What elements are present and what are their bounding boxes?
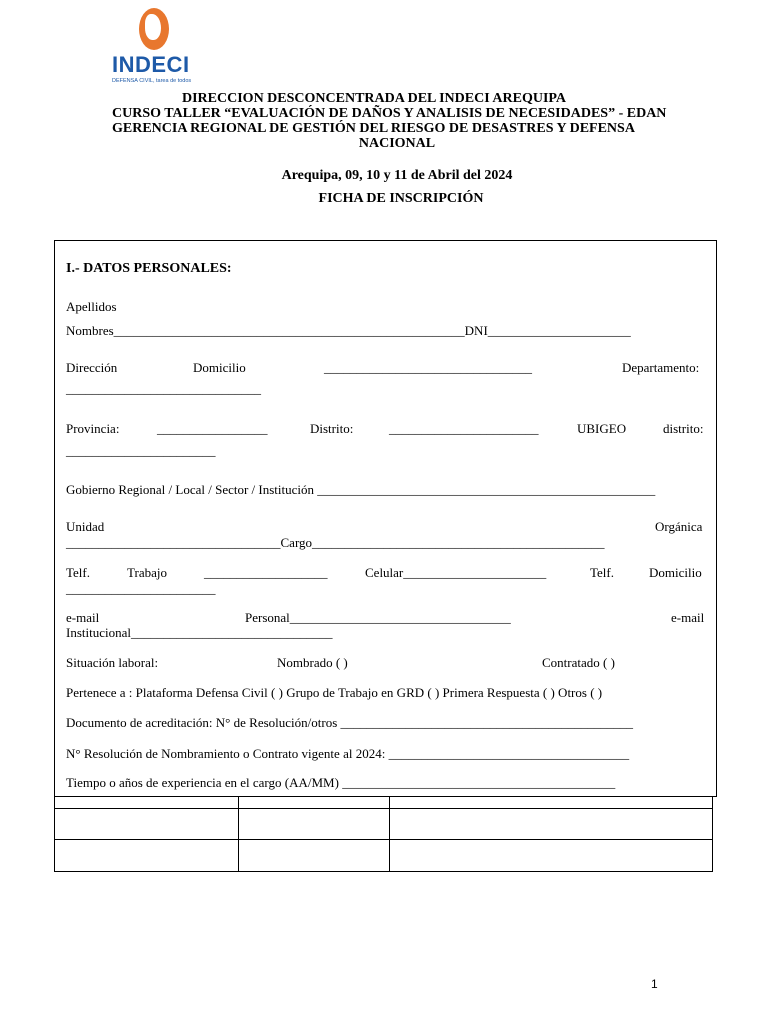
email-personal-field[interactable]: __________________________________ [289, 610, 511, 625]
telf-domicilio-label-a: Telf. [590, 565, 614, 580]
header-line-3: GERENCIA REGIONAL DE GESTIÓN DEL RIESGO DE DESASTRES Y DEFENSA [112, 121, 635, 136]
telf-trabajo-label-a: Telf. [66, 565, 90, 580]
distrito-label: Distrito: [310, 421, 354, 436]
nombres-row [66, 323, 631, 339]
dni-field[interactable]: ______________________ [487, 323, 631, 338]
logo-tagline: DEFENSA CIVIL, tarea de todos [112, 78, 192, 84]
telf-domicilio-field[interactable]: _______________________ [66, 581, 216, 596]
header-line-2: CURSO TALLER “EVALUACIÓN DE DAÑOS Y ANALISIS DE NECESIDADES” - EDAN [112, 106, 667, 121]
email-inst-row [66, 625, 333, 641]
departamento-field[interactable]: ______________________________ [66, 381, 261, 396]
cargo-row [66, 535, 605, 551]
email-inst-label-b: Institucional [66, 625, 131, 640]
resolucion-label: N° Resolución de Nombramiento o Contrato vigente al 2024: [66, 746, 386, 761]
cargo-field[interactable]: _____________________________________________ [312, 535, 605, 550]
telf-trabajo-field[interactable]: ___________________ [204, 565, 328, 580]
logo-name: INDECI [112, 52, 190, 77]
peru-map-icon [139, 8, 169, 50]
celular-label: Celular [365, 565, 404, 580]
gobierno-row [66, 482, 655, 498]
nombrado-checkbox[interactable]: Nombrado ( ) [277, 655, 348, 670]
gobierno-field[interactable]: ____________________________________________________ [317, 482, 656, 497]
organica-label: Orgánica [655, 519, 703, 534]
header-line-4: NACIONAL [358, 136, 436, 151]
telf-trabajo-label-b: Trabajo [127, 565, 167, 580]
resolucion-field[interactable]: _____________________________________ [388, 746, 630, 761]
tiempo-row [66, 775, 615, 791]
documento-row [66, 715, 633, 731]
gobierno-label: Gobierno Regional / Local / Sector / Institución [66, 482, 315, 497]
event-date: Arequipa, 09, 10 y 11 de Abril del 2024 [281, 168, 513, 183]
domicilio-label: Domicilio [193, 360, 246, 375]
cargo-label: Cargo [280, 535, 313, 550]
ubigeo-label: UBIGEO [577, 421, 627, 436]
email-inst-label-a: e-mail [671, 610, 705, 625]
distrito-field[interactable]: _______________________ [389, 421, 539, 436]
provincia-label: Provincia: [66, 421, 120, 436]
documento-label: Documento de acreditación: N° de Resolución/otros [66, 715, 338, 730]
celular-field[interactable]: ______________________ [403, 565, 547, 580]
apellidos-label: Apellidos [66, 299, 117, 314]
ubigeo-distrito-label: distrito: [663, 421, 704, 436]
email-personal-label-a: e-mail [66, 610, 100, 625]
email-personal-row [245, 610, 511, 626]
departamento-label: Departamento: [622, 360, 700, 375]
direccion-label: Dirección [66, 360, 118, 375]
section-title: I.- DATOS PERSONALES: [66, 261, 232, 276]
nombres-label: Nombres [66, 323, 114, 338]
header-line-1: DIRECCION DESCONCENTRADA DEL INDECI AREQUIPA [182, 91, 567, 106]
indeci-logo [112, 8, 202, 84]
resolucion-row [66, 746, 629, 762]
nombres-field[interactable]: ______________________________________________________ [113, 323, 465, 338]
tiempo-label: Tiempo o años de experiencia en el cargo (AA/MM) [66, 775, 339, 790]
email-inst-field[interactable]: _______________________________ [131, 625, 333, 640]
celular-row [365, 565, 546, 581]
page-number: 1 [651, 977, 658, 991]
dni-label: DNI [464, 323, 488, 338]
tiempo-field[interactable]: __________________________________________ [342, 775, 616, 790]
provincia-field[interactable]: _________________ [157, 421, 268, 436]
pertenece-options[interactable]: Pertenece a : Plataforma Defensa Civil ( ) Grupo de Trabajo en GRD ( ) Primera Respuesta ( ) Otros ( ) [66, 685, 603, 700]
domicilio-field[interactable]: ________________________________ [324, 360, 532, 375]
email-personal-label-b: Personal [245, 610, 290, 625]
telf-domicilio-label-b: Domicilio [649, 565, 702, 580]
ubigeo-field[interactable]: _______________________ [66, 443, 216, 458]
unidad-field[interactable]: _________________________________ [66, 535, 281, 550]
unidad-label: Unidad [66, 519, 105, 534]
contratado-checkbox[interactable]: Contratado ( ) [542, 655, 615, 670]
situacion-label: Situación laboral: [66, 655, 159, 670]
documento-field[interactable]: _____________________________________________ [340, 715, 634, 730]
form-title: FICHA DE INSCRIPCIÓN [318, 191, 484, 206]
